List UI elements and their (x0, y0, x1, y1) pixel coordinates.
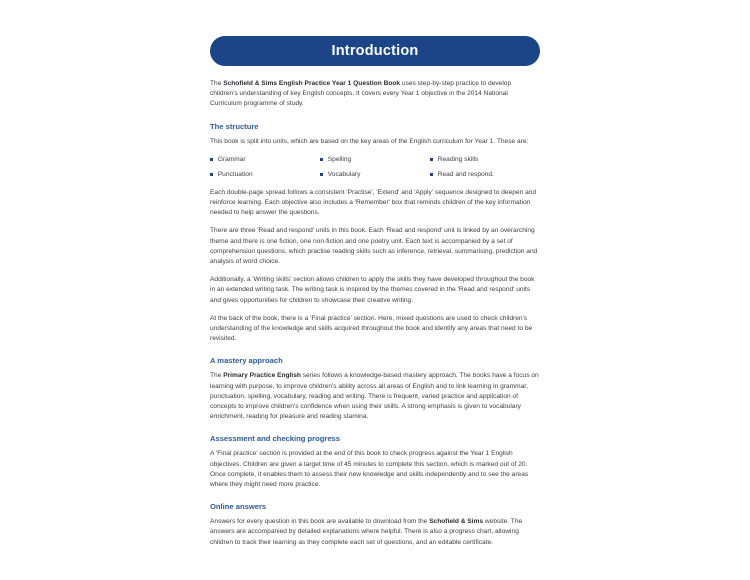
intro-paragraph-rest: uses step-by-step practice to develop children's understanding of key English concepts. It covers every Year 1 objective in the 2014 National Curriculum programme of study. (210, 80, 512, 108)
mastery-paragraph (210, 371, 540, 422)
section-heading-mastery-approach: A mastery approach (210, 356, 283, 366)
list-item (430, 155, 540, 164)
bullet-label: Grammar (217, 155, 246, 163)
list-item (320, 155, 430, 164)
mastery-paragraph-rest: series follows a knowledge-based mastery approach. The books have a focus on learning with purpose, to improve children's ability across all areas of English and to link learning in grammar, punctuation, spelling, vocabulary, reading and writing. There is frequent, varied practice and application of concepts to improve children's confidence when using their skills. A strong emphasis is given to vocabulary enrichment, reading for pleasure and reading stamina. (210, 372, 539, 421)
bullet-column-2 (320, 155, 430, 179)
intro-paragraph-book-title: Schofield & Sims English Practice Year 1 Question Book (223, 80, 401, 87)
structure-paragraph-3: Additionally, a 'Writing skills' section allows children to apply the skills they have developed throughout the book in an extended writing task. The writing task is inspired by the themes covered in the 'Read and respond' units and gives opportunities for children to showcase their creative writing. (210, 276, 535, 304)
online-answers-paragraph-lead: Answers for every question in this book are available to download from the (210, 518, 430, 526)
online-answers-paragraph (210, 517, 540, 548)
bullet-label: Punctuation (217, 170, 253, 178)
assessment-paragraph: A 'Final practice' section is provided at the end of this book to check progress against the Year 1 English objectives. Children are given a target time of 45 minutes to complete this section, which is marked out of 20. Once complete, it enables them to assess their new knowledge and skills independently and to see the areas where they might need more practice. (210, 450, 529, 489)
structure-paragraph-4: At the back of the book, there is a 'Final practice' section. Here, mixed questions are used to check children's understanding of the knowledge and skills acquired throughout the book and identify any areas that need to be revisited. (210, 314, 533, 343)
online-answers-brand-name: Schofield & Sims (429, 518, 484, 526)
bullet-label: Read and respond. (437, 170, 494, 178)
square-bullet-icon (320, 158, 323, 161)
section-heading-online-answers: Online answers (210, 502, 267, 512)
bullet-label: Reading skills (437, 155, 479, 163)
structure-bullet-grid (210, 155, 540, 179)
section-assessment (210, 434, 540, 490)
bullet-label: Spelling (327, 155, 352, 163)
structure-intro-paragraph: This book is split into units, which are based on the key areas of the English curriculum for Year 1. These are: (210, 137, 529, 145)
list-item (430, 170, 540, 179)
square-bullet-icon (210, 158, 213, 161)
bullet-column-1 (210, 155, 320, 179)
section-structure (210, 122, 540, 345)
section-online-answers (210, 502, 540, 548)
structure-paragraph-1: Each double-page spread follows a consistent 'Practise', 'Extend' and 'Apply' sequence designed to deepen and reinforce learning. Each objective also includes a 'Remember' box that reminds children of the key information needed to help answer the questions. (210, 188, 537, 217)
section-heading-structure: The structure (210, 121, 259, 131)
online-answers-paragraph-rest: website. The answers are accompanied by detailed explanations where helpful. There is also a progress chart, allowing children to track their learning as they complete each set of questions, and an editable certificate. (210, 518, 523, 546)
intro-paragraph (210, 79, 540, 110)
list-item (320, 170, 430, 179)
square-bullet-icon (320, 173, 323, 176)
bullet-column-3 (430, 155, 540, 179)
list-item (210, 155, 320, 164)
square-bullet-icon (430, 158, 433, 161)
content-column (210, 36, 540, 548)
page-title: Introduction (331, 42, 419, 59)
square-bullet-icon (430, 173, 433, 176)
introduction-banner (210, 36, 540, 66)
list-item (210, 170, 320, 179)
section-heading-assessment: Assessment and checking progress (210, 434, 340, 444)
structure-paragraph-2: There are three 'Read and respond' units in this book. Each 'Read and respond' unit is linked by an overarching theme and there is one fiction, one non-fiction and one poetry unit. Each text is accompanied by a set of comprehension questions, which practise reading skills such as inference, retrieval, summarising, prediction and analysis of word choice. (210, 227, 538, 266)
section-mastery-approach (210, 356, 540, 422)
bullet-label: Vocabulary (327, 170, 361, 178)
square-bullet-icon (210, 173, 213, 176)
mastery-paragraph-lead: The (210, 372, 224, 380)
mastery-paragraph-series-title: Primary Practice English (223, 372, 301, 380)
intro-paragraph-lead: The (210, 80, 224, 87)
